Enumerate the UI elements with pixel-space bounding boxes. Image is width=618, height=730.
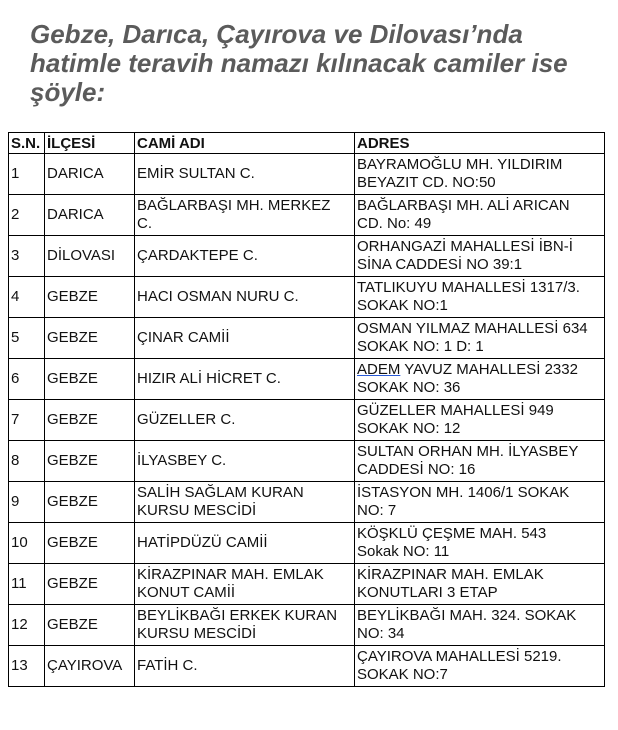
table-row: [9, 359, 605, 400]
cell-adres: [355, 646, 605, 687]
cell-cami: [135, 441, 355, 482]
cell-adres: [355, 605, 605, 646]
cell-ilce: GEBZE: [45, 277, 135, 318]
table-row: [9, 646, 605, 687]
heading-line: hatimle teravih namazı kılınacak camiler ise: [30, 48, 568, 78]
cell-ilce: GEBZE: [45, 564, 135, 605]
adres-line: ÇAYIROVA MAHALLESİ 5219.: [357, 648, 562, 665]
cell-ilce: GEBZE: [45, 441, 135, 482]
table-row: [9, 441, 605, 482]
cami-line: HACI OSMAN NURU C.: [137, 288, 299, 305]
cell-ilce: GEBZE: [45, 482, 135, 523]
cami-line: KİRAZPINAR MAH. EMLAK: [137, 566, 324, 583]
cell-ilce: GEBZE: [45, 400, 135, 441]
adres-line: ORHANGAZİ MAHALLESİ İBN-İ: [357, 238, 573, 255]
adres-line: SOKAK NO: 36: [357, 379, 461, 396]
cell-sn: 11: [9, 564, 45, 605]
cami-line: HATİPDÜZÜ CAMİİ: [137, 534, 268, 551]
cami-line: HIZIR ALİ HİCRET C.: [137, 370, 281, 387]
cell-ilce: GEBZE: [45, 318, 135, 359]
mosque-table: [8, 132, 605, 687]
table-row: [9, 523, 605, 564]
header-ilce: İLÇESİ: [45, 133, 135, 154]
cell-cami: [135, 318, 355, 359]
cell-cami: [135, 154, 355, 195]
cell-cami: [135, 646, 355, 687]
table-row: [9, 195, 605, 236]
adres-line: SOKAK NO:1: [357, 297, 448, 314]
cell-adres: [355, 400, 605, 441]
cell-adres: [355, 482, 605, 523]
cami-line: İLYASBEY C.: [137, 452, 227, 469]
cell-sn: 12: [9, 605, 45, 646]
adres-line: NO: 34: [357, 625, 405, 642]
header-sn: S.N.: [9, 133, 45, 154]
adres-rest: YAVUZ MAHALLESİ 2332: [404, 361, 578, 378]
cami-line: ÇARDAKTEPE C.: [137, 247, 258, 264]
cell-sn: 2: [9, 195, 45, 236]
adres-line: NO: 7: [357, 502, 397, 519]
cell-cami: [135, 277, 355, 318]
cell-adres: [355, 236, 605, 277]
header-cami: CAMİ ADI: [135, 133, 355, 154]
cell-sn: 9: [9, 482, 45, 523]
adres-line: CADDESİ NO: 16: [357, 461, 476, 478]
cell-adres: [355, 277, 605, 318]
page-heading: [30, 20, 590, 107]
cell-cami: [135, 400, 355, 441]
adres-line: KİRAZPINAR MAH. EMLAK: [357, 566, 544, 583]
adres-line: SOKAK NO: 1 D: 1: [357, 338, 484, 355]
cell-sn: 1: [9, 154, 45, 195]
adres-first-word: ADEM: [357, 361, 401, 378]
adres-line: BAYRAMOĞLU MH. YILDIRIM: [357, 156, 563, 173]
cell-sn: 3: [9, 236, 45, 277]
cell-adres: [355, 359, 605, 400]
heading-line: şöyle:: [30, 77, 106, 107]
cami-line: FATİH C.: [137, 657, 198, 674]
cell-sn: 5: [9, 318, 45, 359]
adres-line: OSMAN YILMAZ MAHALLESİ 634: [357, 320, 588, 337]
cami-line: EMİR SULTAN C.: [137, 165, 255, 182]
table-row: [9, 400, 605, 441]
table-row: [9, 277, 605, 318]
cell-sn: 10: [9, 523, 45, 564]
cami-line: BEYLİKBAĞI ERKEK KURAN: [137, 607, 338, 624]
cell-cami: [135, 523, 355, 564]
cami-line: C.: [137, 215, 152, 232]
adres-line: Sokak NO: 11: [357, 543, 450, 560]
adres-line: İSTASYON MH. 1406/1 SOKAK: [357, 484, 570, 501]
table-row: [9, 236, 605, 277]
adres-line: BAĞLARBAŞI MH. ALİ ARICAN: [357, 197, 570, 214]
cell-ilce: DİLOVASI: [45, 236, 135, 277]
cell-sn: 6: [9, 359, 45, 400]
table-row: [9, 154, 605, 195]
cell-ilce: DARICA: [45, 195, 135, 236]
cell-cami: [135, 482, 355, 523]
cell-ilce: GEBZE: [45, 523, 135, 564]
cell-cami: [135, 359, 355, 400]
cami-line: KURSU MESCİDİ: [137, 502, 257, 519]
cami-line: ÇINAR CAMİİ: [137, 329, 230, 346]
cell-cami: [135, 564, 355, 605]
cell-ilce: DARICA: [45, 154, 135, 195]
cell-ilce: GEBZE: [45, 605, 135, 646]
adres-line: SOKAK NO:7: [357, 666, 448, 683]
table-row: [9, 605, 605, 646]
cell-adres: [355, 564, 605, 605]
cell-sn: 4: [9, 277, 45, 318]
cell-adres: [355, 441, 605, 482]
table-row: [9, 482, 605, 523]
table-row: [9, 318, 605, 359]
cell-cami: [135, 605, 355, 646]
adres-line: SOKAK NO: 12: [357, 420, 461, 437]
cell-adres: [355, 195, 605, 236]
cell-sn: 13: [9, 646, 45, 687]
cell-adres: [355, 523, 605, 564]
cami-line: KURSU MESCİDİ: [137, 625, 257, 642]
adres-line: TATLIKUYU MAHALLESİ 1317/3.: [357, 279, 580, 296]
cami-line: KONUT CAMİİ: [137, 584, 236, 601]
adres-line: CD. No: 49: [357, 215, 432, 232]
adres-line: KÖŞKLÜ ÇEŞME MAH. 543: [357, 525, 547, 542]
table-row: [9, 564, 605, 605]
heading-line: Gebze, Darıca, Çayırova ve Dilovası’nda: [30, 19, 523, 49]
adres-line: SULTAN ORHAN MH. İLYASBEY: [357, 443, 579, 460]
table-header-row: [9, 133, 605, 154]
cell-adres: [355, 154, 605, 195]
adres-line: KONUTLARI 3 ETAP: [357, 584, 498, 601]
adres-line: GÜZELLER MAHALLESİ 949: [357, 402, 554, 419]
cell-sn: 7: [9, 400, 45, 441]
cami-line: SALİH SAĞLAM KURAN: [137, 484, 304, 501]
cell-ilce: GEBZE: [45, 359, 135, 400]
adres-line: BEYAZIT CD. NO:50: [357, 174, 496, 191]
cell-cami: [135, 236, 355, 277]
cell-sn: 8: [9, 441, 45, 482]
adres-line: [357, 361, 602, 379]
header-adres: ADRES: [355, 133, 605, 154]
cell-adres: [355, 318, 605, 359]
cami-line: BAĞLARBAŞI MH. MERKEZ: [137, 197, 331, 214]
adres-line: SİNA CADDESİ NO 39:1: [357, 256, 523, 273]
adres-line: BEYLİKBAĞI MAH. 324. SOKAK: [357, 607, 577, 624]
cell-ilce: ÇAYIROVA: [45, 646, 135, 687]
cami-line: GÜZELLER C.: [137, 411, 236, 428]
cell-cami: [135, 195, 355, 236]
